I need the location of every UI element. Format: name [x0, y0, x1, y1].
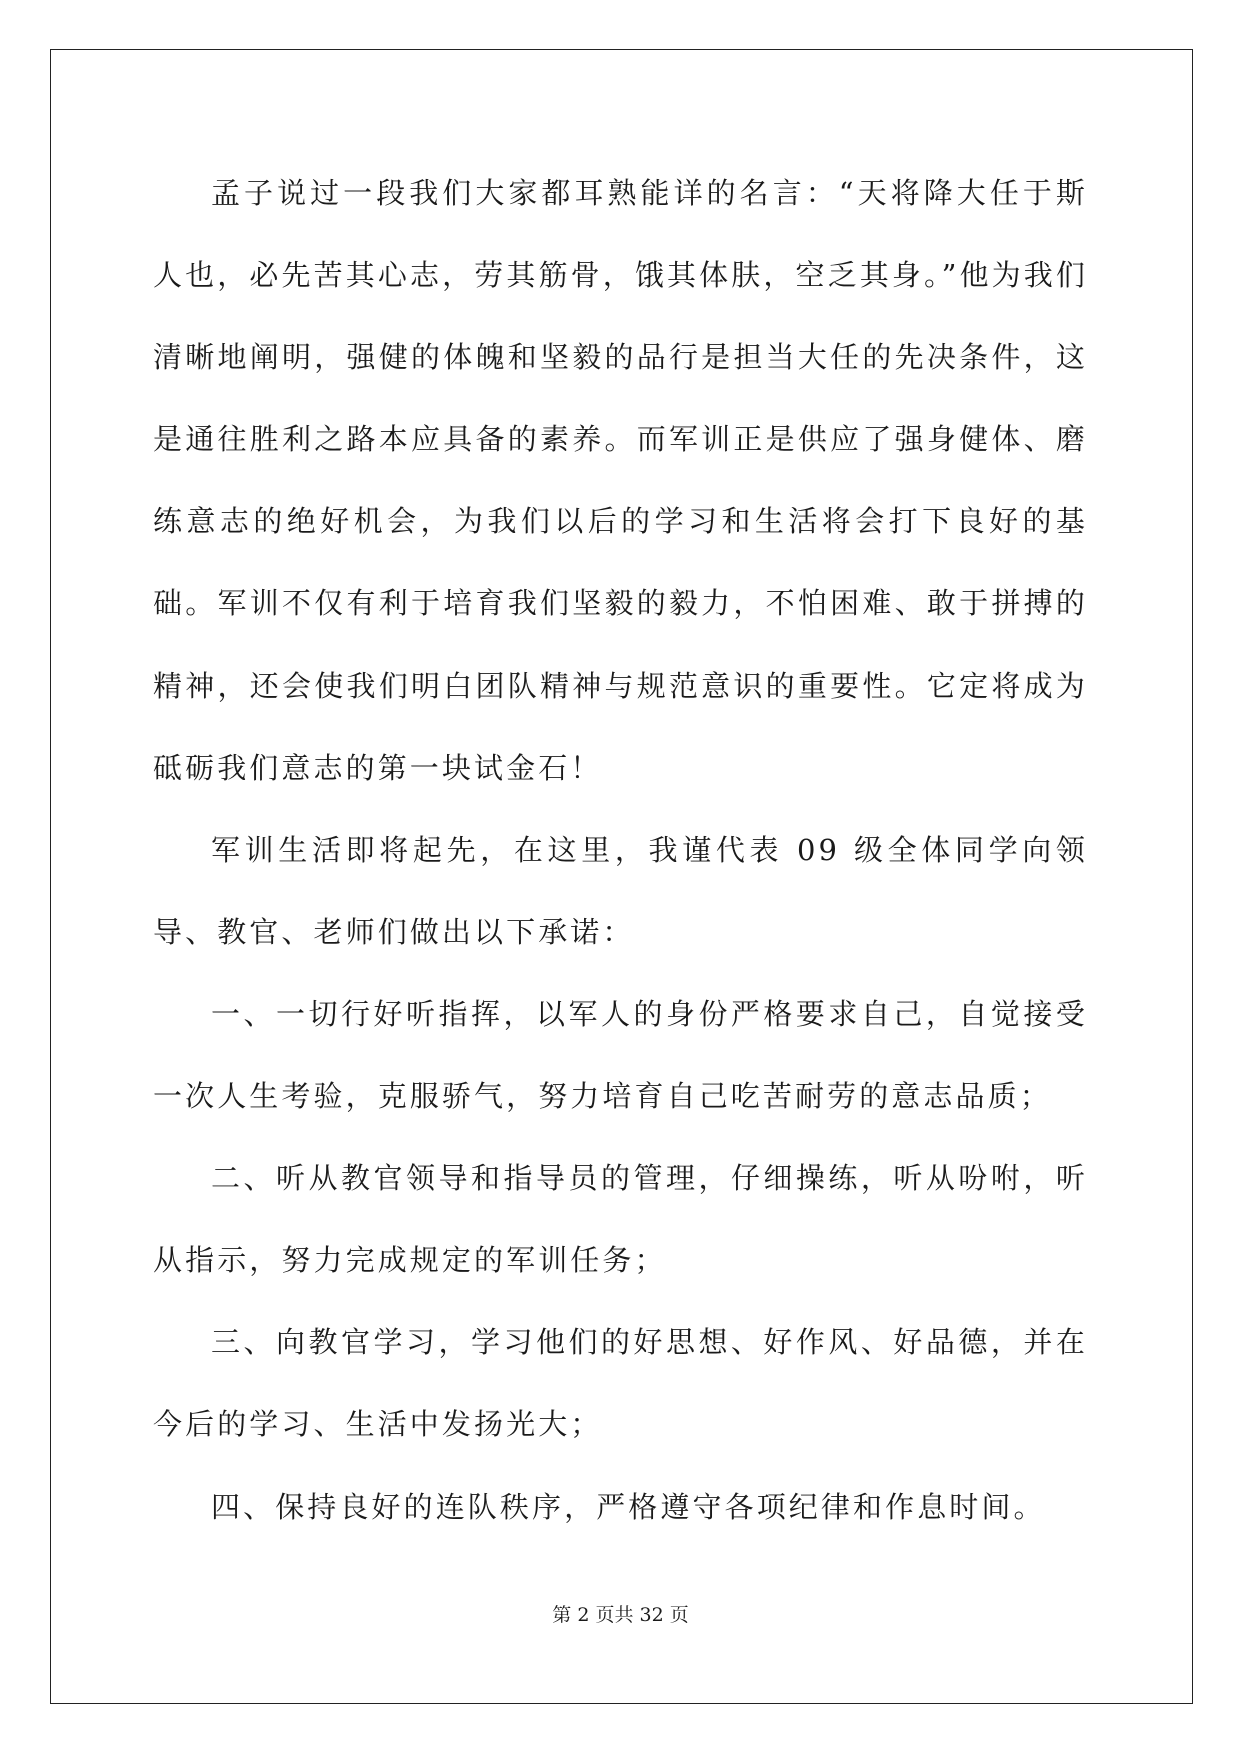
paragraph-intro: 孟子说过一段我们大家都耳熟能详的名言：“天将降大任于斯人也，必先苦其心志，劳其筋骨，饿其体肤，空乏其身。”他为我们清晰地阐明，强健的体魄和坚毅的品行是担当大任的先决条件，这是通往胜利之路本应具备的素养。而军训正是供应了强身健体、磨练意志的绝好机会，为我们以后的学习和生活将会打下良好的基础。军训不仅有利于培育我们坚毅的毅力，不怕困难、敢于拼搏的精神，还会使我们明白团队精神与规范意识的重要性。它定将成为砥砺我们意志的第一块试金石！	[153, 176, 1088, 785]
paragraph-promise-3: 三、向教官学习，学习他们的好思想、好作风、好品德，并在今后的学习、生活中发扬光大；	[153, 1325, 1088, 1442]
current-page-number: 第 2 页	[552, 1604, 615, 1626]
paragraph-promise-2: 二、听从教官领导和指导员的管理，仔细操练，听从吩咐，听从指示，努力完成规定的军训任务；	[153, 1161, 1088, 1278]
paragraph-promise-4: 四、保持良好的连队秩序，严格遵守各项纪律和作息时间。	[211, 1489, 1046, 1524]
document-body	[153, 152, 1088, 1548]
paragraph-promise-1: 一、一切行好听指挥，以军人的身份严格要求自己，自觉接受一次人生考验，克服骄气，努力培育自己吃苦耐劳的意志品质；	[153, 996, 1088, 1114]
paragraph-promise-lead: 军训生活即将起先，在这里，我谨代表 09 级全体同学向领导、教官、老师们做出以下承诺：	[153, 832, 1088, 949]
page-footer	[0, 1603, 1241, 1627]
total-page-count: 共 32 页	[614, 1604, 689, 1626]
